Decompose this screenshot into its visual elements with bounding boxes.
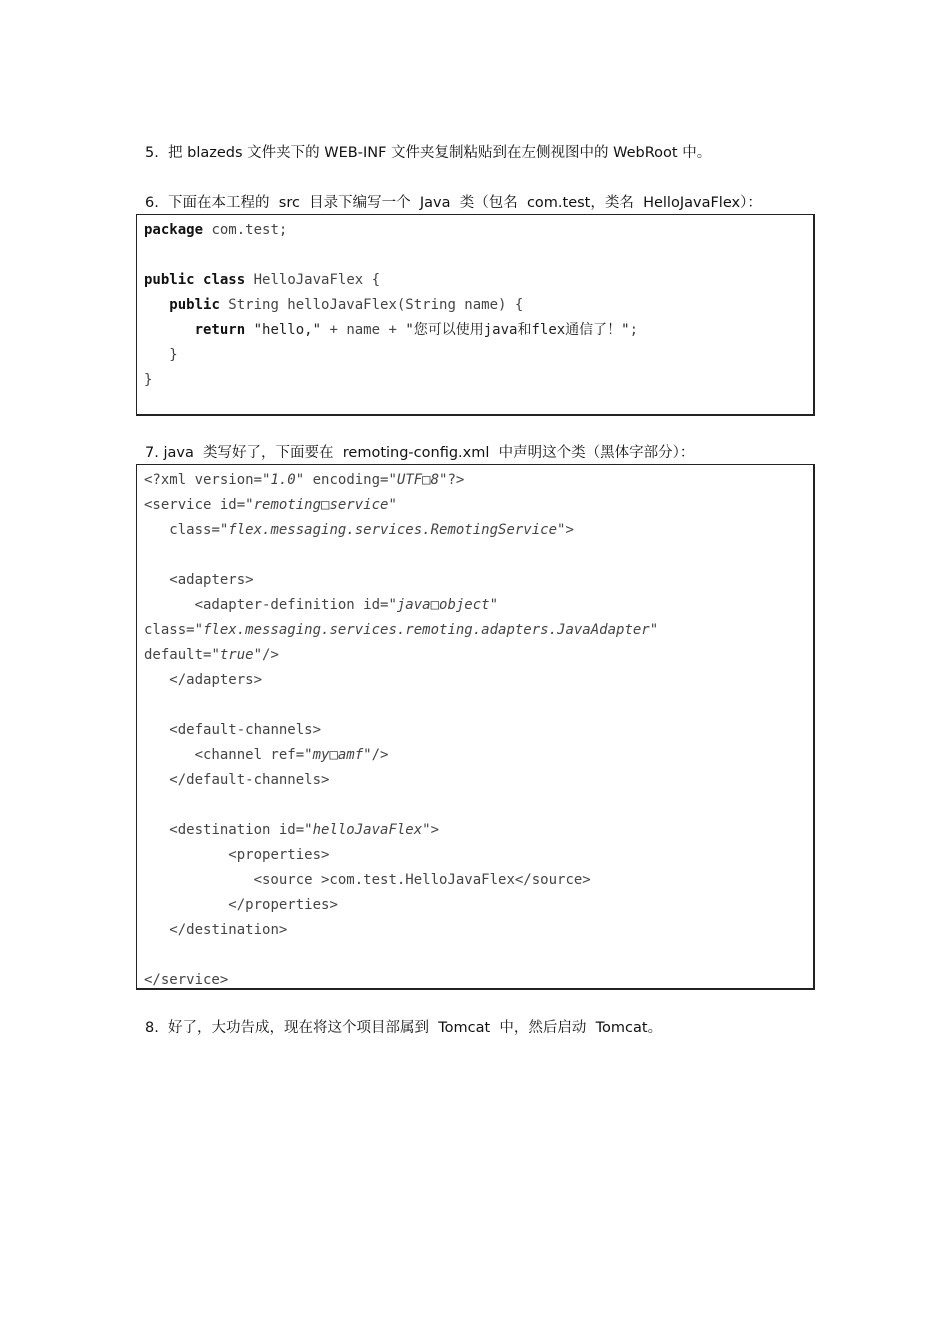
code-text: </destination> [169,922,288,938]
code-text: /> [371,747,389,763]
code-line [144,468,813,493]
attr-value: "UTF□8" [388,472,448,488]
code-text: <source >com.test.HelloJavaFlex</source> [253,872,591,888]
code-text: </default-channels> [169,772,330,788]
code-text: HelloJavaFlex { [245,272,381,288]
code-line [144,868,813,893]
closing-brace: } [169,347,178,363]
code-text: encoding= [304,472,389,488]
code-line [144,743,813,768]
code-text: + name + [321,322,406,338]
code-text: <service id= [144,497,246,513]
attr-value: "1.0" [262,472,305,488]
keyword: return [194,322,246,338]
code-text: ?> [447,472,465,488]
code-text: String helloJavaFlex(String name) { [219,297,524,313]
step-6-text: 6. 下面在本工程的 src 目录下编写一个 Java 类（包名 com.test，类名 HelloJavaFlex）： [145,195,762,211]
code-line [144,918,813,943]
step-7-text: 7. java 类写好了，下面要在 remoting-config.xml 中声明这个类（黑体字部分）： [145,445,695,461]
attr-value: "true" [211,647,263,663]
step-5-text: 5. 把 blazeds 文件夹下的 WEB-INF 文件夹复制粘贴到在左侧视图中的 WebRoot 中。 [145,145,712,161]
code-text: class= [169,522,220,538]
string-literal: "hello," [253,322,322,338]
string-literal: "您可以使用java和flex通信了！" [405,322,630,338]
blank-line [144,243,813,268]
java-code [137,215,813,393]
code-line [144,968,813,993]
code-line [144,668,813,693]
attr-value: "flex.messaging.services.RemotingService" [219,522,566,538]
blank-line [144,943,813,968]
code-line [144,318,813,343]
keyword: class [203,272,246,288]
code-text: > [430,822,440,838]
code-text: <adapters> [169,572,254,588]
code-text: > [565,522,574,538]
code-line [144,893,813,918]
attr-value: "helloJavaFlex" [304,822,431,838]
java-code-box [136,214,815,416]
code-line [144,618,813,643]
xml-code [137,465,813,993]
code-text: /> [262,647,279,663]
code-line [144,518,813,543]
code-line [144,368,813,393]
code-line [144,768,813,793]
code-text: <default-channels> [169,722,322,738]
xml-code-box [136,464,815,990]
code-text: <?xml version= [144,472,263,488]
closing-brace: } [144,372,153,388]
attr-value: "my□amf" [304,747,372,763]
code-line [144,343,813,368]
code-text: <destination id= [169,822,305,838]
code-line [144,818,813,843]
code-text: </service> [144,972,229,988]
code-line [144,493,813,518]
code-text: <properties> [228,847,330,863]
blank-line [144,793,813,818]
code-line [144,593,813,618]
keyword: public [169,297,220,313]
code-text: </properties> [228,897,338,913]
attr-value: "remoting□service" [245,497,397,513]
code-line [144,568,813,593]
code-text: default= [144,647,212,663]
step-8-text: 8. 好了，大功告成，现在将这个项目部属到 Tomcat 中，然后启动 Tomcat。 [145,1020,663,1036]
code-line [144,293,813,318]
code-line [144,218,813,243]
keyword: public [144,272,195,288]
code-text: <adapter-definition id= [194,597,389,613]
code-text: com.test; [203,222,288,238]
blank-line [144,693,813,718]
blank-line [144,543,813,568]
keyword: package [144,222,204,238]
code-line [144,643,813,668]
code-text: class= [144,622,195,638]
code-text: ; [629,322,639,338]
code-line [144,268,813,293]
code-text: <channel ref= [194,747,305,763]
code-text: </adapters> [169,672,263,688]
code-line [144,718,813,743]
code-line [144,843,813,868]
attr-value: "java□object" [388,597,499,613]
attr-value: "flex.messaging.services.remoting.adapters.JavaAdapter" [194,622,659,638]
